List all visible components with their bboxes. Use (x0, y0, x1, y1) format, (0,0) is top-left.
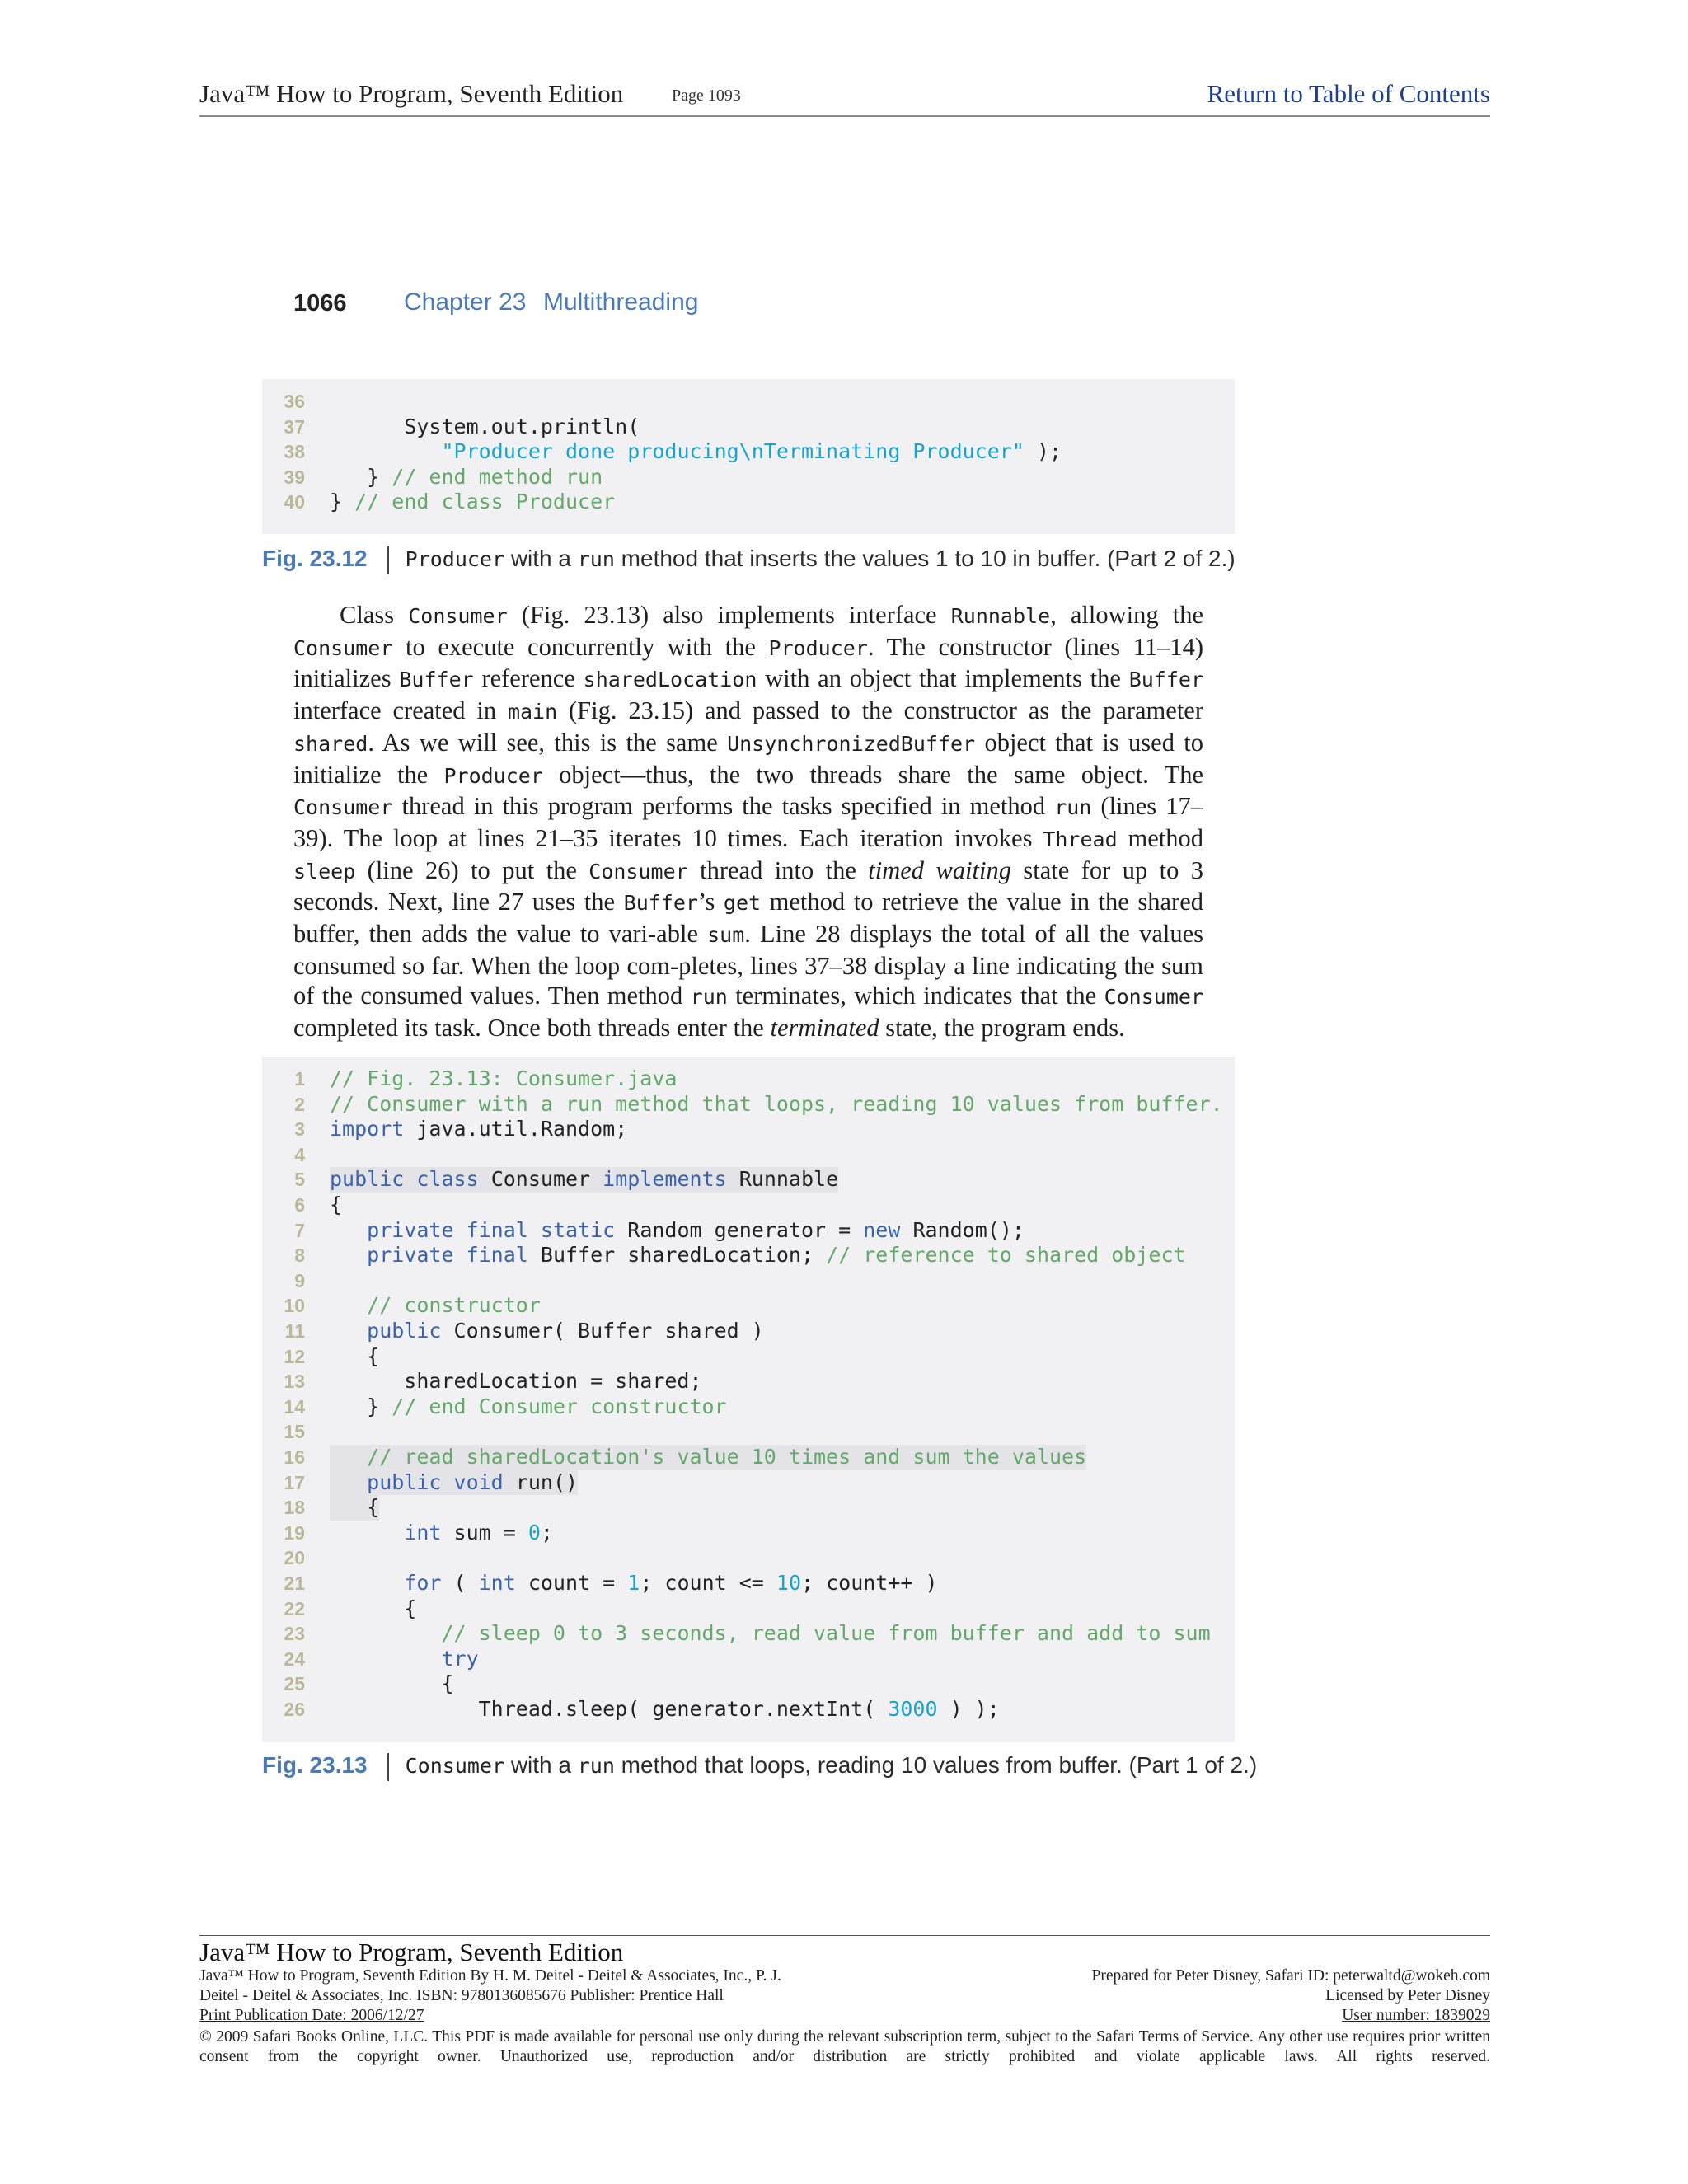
code-line (262, 389, 1235, 415)
code-listing-fig-23-13 (262, 1057, 1235, 1742)
code-term: Consumer (293, 795, 393, 820)
code-text: System.out.println( (330, 414, 640, 438)
page-number: 1066 (293, 290, 347, 316)
code-line (262, 1218, 1235, 1244)
code-text: private final static Random generator = new Random(); (367, 1217, 1025, 1242)
text-run: to execute concurrently with the (392, 632, 769, 661)
copyright-notice: © 2009 Safari Books Online, LLC. This PDF is made available for personal use only during the relevant subscription term, subject to the Safari Terms of Service. Any other use requires prior written consent from the copyright owner. Unauthorized use, reproduction and/or distribution are strictly prohibited and violate applicable laws. All rights reserved. (199, 2028, 1490, 2065)
footer-publication-info (199, 1966, 941, 2026)
text-run: . As we will see, this is the same (368, 728, 728, 757)
code-term: run (1054, 795, 1092, 820)
line-number: 13 (284, 1371, 305, 1393)
line-number: 20 (284, 1547, 305, 1569)
text-run: object that is used to initialize the (293, 728, 1204, 789)
caption-class-name: Producer (405, 547, 505, 571)
code-line (262, 1092, 1235, 1118)
code-term: Consumer (293, 635, 393, 660)
code-line (262, 1369, 1235, 1394)
line-number: 9 (294, 1269, 305, 1291)
code-line (262, 1671, 1235, 1697)
figure-label: Fig. 23.13 (262, 1752, 368, 1778)
line-number: 24 (284, 1647, 305, 1670)
code-line (262, 439, 1235, 465)
paragraph-text (293, 600, 1203, 1043)
caption-divider (387, 546, 389, 574)
code-line (262, 1419, 1235, 1445)
code-text: Thread.sleep( generator.nextInt( 3000 ) ); (330, 1697, 1000, 1721)
code-text: } // end method run (330, 464, 603, 489)
caption-text: method that loops, reading 10 values from buffer. (Part 1 of 2.) (614, 1752, 1258, 1778)
code-line (262, 1243, 1235, 1268)
line-number: 36 (284, 391, 305, 412)
footer-license-info (913, 1966, 1490, 2026)
code-term: sum (707, 923, 745, 948)
code-text: { (330, 1343, 380, 1368)
footer-line: Print Publication Date: 2006/12/27 (199, 2007, 424, 2024)
code-term: Runnable (950, 604, 1051, 628)
code-text: { (330, 1495, 380, 1520)
code-term: Thread (1043, 827, 1118, 851)
line-number: 38 (284, 441, 305, 463)
code-term: UnsynchronizedBuffer (727, 731, 976, 756)
text-run: interface created in (293, 696, 508, 725)
code-text: } // end Consumer constructor (330, 1394, 727, 1418)
line-number: 7 (294, 1219, 305, 1241)
code-text: public void run() (330, 1470, 578, 1496)
line-number: 14 (284, 1395, 305, 1418)
code-term: main (507, 700, 558, 724)
line-number: 5 (294, 1169, 305, 1191)
code-text: // constructor (367, 1293, 541, 1318)
code-line (262, 1167, 1235, 1193)
code-line (262, 1319, 1235, 1344)
code-term: Consumer (408, 604, 508, 628)
code-line (262, 490, 1235, 515)
text-run: method (1117, 823, 1203, 852)
code-line (262, 1293, 1235, 1319)
code-line (262, 1621, 1235, 1647)
code-listing-fig-23-12 (262, 379, 1235, 534)
chapter-label: Chapter 23 (404, 288, 527, 316)
code-text: // sleep 0 to 3 seconds, read value from buffer and add to sum (441, 1621, 1211, 1646)
line-number: 8 (294, 1244, 305, 1267)
text-run: Class (340, 601, 409, 629)
text-run: object—thus, the two threads share the same object. The (542, 760, 1203, 789)
caption-text: with a (504, 546, 578, 571)
text-run: , allowing the (1050, 601, 1204, 629)
line-number: 12 (284, 1345, 305, 1367)
code-line (262, 1193, 1235, 1218)
code-text: public Consumer( Buffer shared ) (367, 1319, 764, 1343)
code-term: Buffer (1128, 668, 1203, 692)
line-number: 16 (284, 1446, 305, 1468)
footer-divider (199, 1935, 1490, 1936)
text-run: (Fig. 23.15) and passed to the constructor as the parameter (557, 696, 1203, 725)
text-run: with an object that implements the (757, 664, 1129, 693)
code-line (262, 1066, 1235, 1092)
code-line (262, 1647, 1235, 1672)
line-number: 18 (284, 1497, 305, 1519)
caption-divider (387, 1753, 389, 1781)
line-number: 17 (284, 1471, 305, 1493)
code-term: get (723, 891, 762, 916)
book-title: Java™ How to Program, Seventh Edition (199, 79, 624, 108)
code-line (262, 1394, 1235, 1420)
code-term: Consumer (588, 859, 688, 883)
code-line (262, 1445, 1235, 1470)
line-number: 21 (284, 1572, 305, 1594)
code-line (262, 1495, 1235, 1521)
line-number: 11 (284, 1320, 305, 1342)
line-number: 1 (294, 1068, 305, 1090)
text-run: (line 26) to put the (355, 855, 589, 884)
caption-text: with a (504, 1752, 578, 1778)
code-term: sleep (293, 859, 356, 883)
code-term: Producer (768, 635, 868, 660)
code-term: sharedLocation (583, 668, 757, 692)
footer-line: Deitel - Deitel & Associates, Inc. ISBN: 9780136085676 Publisher: Prentice Hall (199, 1987, 724, 2004)
footer-line: Prepared for Peter Disney, Safari ID: peterwaltd@wokeh.com (1091, 1967, 1490, 1985)
code-term: run (690, 985, 728, 1010)
toc-link[interactable]: Return to Table of Contents (1207, 79, 1490, 108)
footer-line: User number: 1839029 (1342, 2007, 1490, 2024)
text-run: reference (473, 664, 584, 693)
code-text: private final Buffer sharedLocation; // reference to shared object (367, 1243, 1186, 1268)
code-text: public class Consumer implements Runnable (330, 1167, 839, 1192)
line-number: 39 (284, 466, 305, 488)
text-run: state for up to 3 seconds. Next, line 27 uses the (293, 855, 1204, 916)
code-text: try (441, 1646, 479, 1671)
caption-class-name: Consumer (405, 1754, 505, 1778)
footer-title: Java™ How to Program, Seventh Edition (199, 1938, 624, 1966)
line-number: 2 (294, 1093, 305, 1115)
code-line (262, 1545, 1235, 1571)
code-text: } // end class Producer (330, 490, 616, 514)
line-number: 3 (294, 1118, 305, 1141)
line-number: 15 (284, 1421, 305, 1443)
code-line (262, 465, 1235, 490)
line-number: 19 (284, 1521, 305, 1544)
code-line (262, 415, 1235, 440)
code-text: // read sharedLocation's value 10 times and sum the values (330, 1445, 1086, 1470)
footer-line: Licensed by Peter Disney (1325, 1987, 1490, 2004)
code-line (262, 1521, 1235, 1546)
emphasis-term: timed waiting (868, 855, 1011, 884)
text-run: (lines 17–39). The loop at lines 21–35 iterates 10 times. Each iteration invokes (293, 792, 1203, 852)
code-term: Buffer (399, 668, 474, 692)
text-run: thread in this program performs the tasks specified in method (392, 792, 1055, 821)
caption-method-name: run (577, 547, 615, 571)
line-number: 25 (284, 1673, 305, 1695)
text-run: state, the program ends. (879, 1014, 1125, 1043)
code-line (262, 1571, 1235, 1596)
figure-caption-23-12 (262, 546, 1236, 574)
code-line (262, 1142, 1235, 1168)
line-number: 22 (284, 1597, 305, 1619)
code-term: shared (293, 731, 368, 756)
text-run: (Fig. 23.13) also implements interface (507, 601, 951, 629)
emphasis-term: terminated (770, 1014, 879, 1043)
line-number: 26 (284, 1699, 305, 1720)
text-run: method to retrieve the value in the shared buffer, then adds the value to vari-able (293, 888, 1203, 949)
code-line (262, 1470, 1235, 1496)
code-line (262, 1268, 1235, 1294)
text-run: thread into the (687, 855, 869, 884)
figure-caption-23-13 (262, 1752, 1257, 1781)
code-text: { (330, 1193, 343, 1216)
page-label: Page 1093 (672, 87, 741, 105)
chapter-title: Multithreading (543, 288, 699, 316)
code-text: for ( int count = 1; count <= 10; count++ ) (404, 1571, 938, 1595)
body-paragraph (293, 600, 1203, 1043)
code-text: import java.util.Random; (330, 1117, 628, 1141)
line-number: 40 (284, 491, 305, 513)
header-divider (199, 115, 1490, 117)
line-number: 10 (284, 1295, 305, 1317)
code-text: int sum = 0; (404, 1520, 553, 1544)
caption-method-name: run (577, 1754, 615, 1778)
code-text: { (330, 1671, 454, 1696)
text-run: completed its task. Once both threads enter the (293, 1014, 771, 1043)
code-line (262, 1596, 1235, 1622)
code-text: sharedLocation = shared; (330, 1369, 702, 1394)
code-text: // Consumer with a run method that loops, reading 10 values from buffer. (330, 1091, 1223, 1116)
code-line (262, 1697, 1235, 1722)
text-run: terminates, which indicates that the (727, 982, 1104, 1010)
line-number: 37 (284, 415, 305, 438)
code-term: Producer (443, 763, 543, 788)
figure-label: Fig. 23.12 (262, 546, 368, 571)
line-number: 4 (294, 1143, 305, 1165)
line-number: 23 (284, 1623, 305, 1645)
footer-line: Java™ How to Program, Seventh Edition By H. M. Deitel - Deitel & Associates, Inc., P. J. (199, 1967, 781, 1985)
code-line (262, 1344, 1235, 1370)
text-run: . Line 28 displays the total of all the values consumed so far. When the loop com-pletes, lines 37–38 display a line indicating the sum of the consumed values. Then method (293, 920, 1203, 1010)
code-term: Buffer (623, 891, 698, 916)
code-text: // Fig. 23.13: Consumer.java (330, 1066, 678, 1090)
code-line (262, 1117, 1235, 1142)
code-text: { (330, 1596, 417, 1620)
code-text: "Producer done producing\nTerminating Producer" ); (441, 439, 1062, 464)
text-run: . The constructor (lines 11–14) initializes (293, 632, 1203, 693)
line-number: 6 (294, 1194, 305, 1216)
code-term: Consumer (1104, 985, 1203, 1010)
text-run: ’s (697, 888, 724, 916)
caption-text: method that inserts the values 1 to 10 in buffer. (Part 2 of 2.) (614, 546, 1236, 571)
